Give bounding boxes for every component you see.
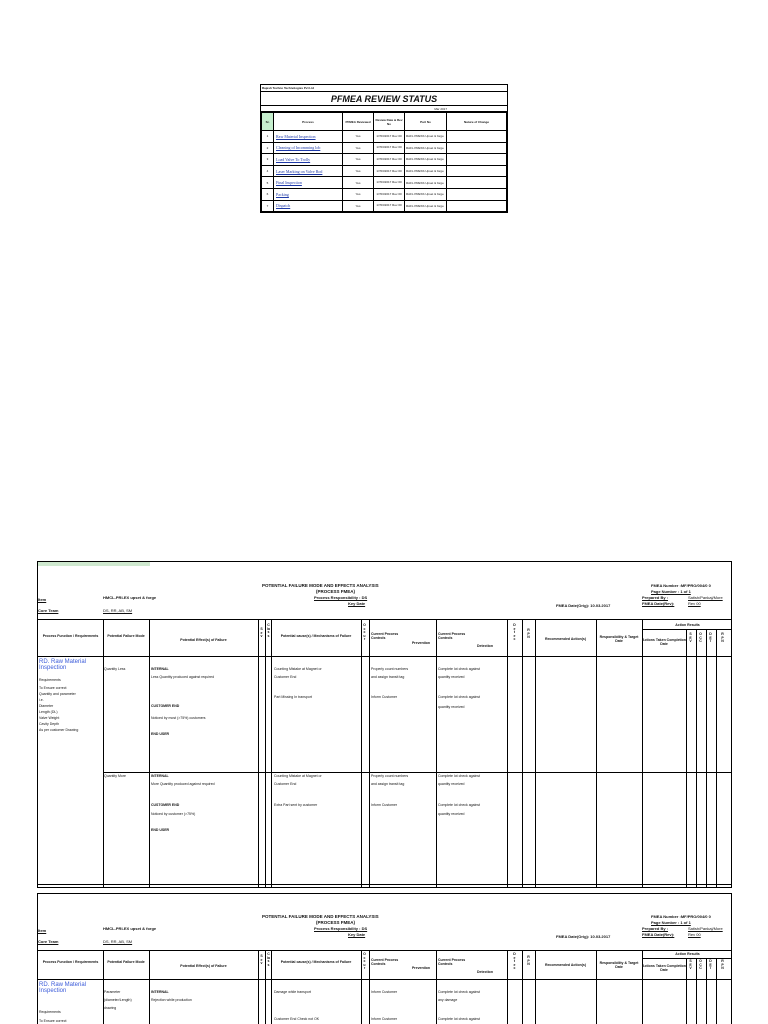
hdr-responsibility: Responsibility & Target Date: [599, 635, 639, 643]
page-bottom-line: [38, 884, 732, 885]
requirement-line: Requirements: [39, 678, 61, 682]
detection: Complete lot check against: [438, 667, 481, 671]
row-part-no: RAFL PRESS Upset & forge: [405, 165, 447, 177]
row-part-no: RAFL PRESS Upset & forge: [405, 131, 447, 143]
grid-line: [103, 619, 104, 888]
cause: Customer End: [274, 782, 297, 786]
row-reviewed: Yes: [343, 165, 374, 177]
item-value: HMCL-PRI-EX upset & forge: [103, 595, 157, 600]
requirement-line: To Ensure correct: [39, 1019, 67, 1023]
prevention: Inform Customer: [371, 803, 398, 807]
effect-internal-text: Less Quantity produced against required: [151, 675, 215, 679]
grid-line: [686, 958, 687, 1024]
grid-line: [642, 619, 643, 888]
detection: any damage: [438, 998, 458, 1002]
core-team-label: Core Team: [38, 608, 59, 613]
hdr-failure-mode: Potential Failure Mode: [107, 634, 145, 638]
grid-line: [642, 950, 643, 1024]
review-date: Mar 2017: [261, 106, 507, 112]
hdr-process-function: Process Function / Requirements: [42, 634, 99, 638]
process-link[interactable]: Dispatch: [274, 200, 343, 212]
effect-customer-label: CUSTOMER END: [151, 704, 180, 708]
row-review-date: 17/03/2017 Rev 00: [374, 188, 405, 200]
row-review-date: 17/03/2017 Rev 00: [374, 177, 405, 189]
row-sr: 5: [262, 177, 274, 189]
hdr-occ2: OCC: [699, 959, 702, 971]
process-responsibility: Process Responsibility : DS: [314, 595, 368, 600]
review-row: [262, 131, 507, 143]
hdr-detection-head: Current Process Controls: [438, 632, 466, 640]
grid-line: [535, 619, 536, 888]
key-date: Key Date: [348, 932, 366, 937]
fmea-number: FMEA Number :MF/PRO/004/0 0: [651, 583, 711, 588]
row-sr: 4: [262, 165, 274, 177]
grid-line: [258, 619, 259, 888]
review-table: [261, 112, 507, 212]
row-nature-of-change: [447, 131, 507, 143]
grid-line: [696, 629, 697, 888]
col-review-date: Review Date & Rev No: [374, 113, 405, 131]
fmea-date-rev: FMEA Date(Rev):: [642, 601, 675, 606]
fmea-date-rev: FMEA Date(Rev):: [642, 932, 675, 937]
pfmea-subtitle: (PROCESS FMEA): [316, 589, 356, 594]
hdr-sev2: SEV: [689, 632, 692, 644]
failure-mode: Parameter: [104, 990, 121, 994]
pfmea-title: POTENTIAL FAILURE MODE AND EFFECTS ANALYSIS: [262, 583, 379, 588]
selection-bar: [38, 562, 150, 566]
grid-line: [686, 629, 687, 888]
hdr-prevention: Prevention: [411, 641, 431, 645]
hdr-detec: Detec: [513, 952, 516, 971]
prepared-by-value: Satish/Pankaj/More: [688, 595, 723, 600]
row-review-date: 17/03/2017 Rev 00: [374, 165, 405, 177]
row-review-date: 17/03/2017 Rev 00: [374, 200, 405, 212]
row-nature-of-change: [447, 200, 507, 212]
row-nature-of-change: [447, 154, 507, 166]
failure-mode: (diameter/Length): [104, 998, 132, 1002]
hdr-rpn2: RPN: [721, 632, 724, 644]
row-review-date: 17/03/2017 Rev 00: [374, 142, 405, 154]
item-value: HMCL-PRI-EX upset & forge: [103, 926, 157, 931]
row-sr: 1: [262, 131, 274, 143]
action-results-divider: [642, 629, 732, 630]
process-link[interactable]: Load Valve To Trolly: [274, 154, 343, 166]
failure-mode: Quantity More: [104, 774, 126, 778]
hdr-det2: DET: [709, 959, 712, 971]
grid-line: [535, 950, 536, 1024]
grid-line: [265, 619, 266, 888]
row-nature-of-change: [447, 177, 507, 189]
review-row: [262, 188, 507, 200]
process-link[interactable]: Raw Material Inspection: [274, 131, 343, 143]
prevention: Properly count numbers: [371, 667, 409, 671]
prepared-by-value: Satish/Pankaj/More: [688, 926, 723, 931]
failure-mode: drawing: [104, 1006, 117, 1010]
cause: Customer End Check not OK: [274, 1017, 320, 1021]
hdr-prevention-head: Current Process Controls: [371, 632, 399, 640]
row-nature-of-change: [447, 188, 507, 200]
core-team-value: DS, RR, AB, SM: [103, 939, 133, 944]
row-divider: [103, 772, 732, 773]
row-part-no: RAFL PRESS Upset & forge: [405, 177, 447, 189]
pfmea-page-2: [37, 893, 732, 1024]
process-step: RD. Raw Material Inspection: [39, 982, 87, 994]
row-sr: 7: [262, 200, 274, 212]
hdr-detection-head: Current Process Controls: [438, 958, 466, 966]
row-reviewed: Yes: [343, 188, 374, 200]
hdr-causes: Potential cause(s) / Mechanisms of Failure: [280, 634, 352, 638]
hdr-detection: Detection: [477, 644, 493, 648]
cause: Customer End: [274, 675, 297, 679]
fmea-date-orig: FMEA Date(Orig): 10.03.2017: [556, 603, 611, 608]
effect-internal-text: More Quantity produced against required: [151, 782, 215, 786]
hdr-causes: Potential cause(s) / Mechanisms of Failure: [280, 960, 352, 964]
hdr-class: Class: [267, 952, 270, 967]
effect-customer-label: CUSTOMER END: [151, 803, 180, 807]
hdr-sev: Sev: [260, 954, 263, 966]
row-part-no: RAFL PRESS Upset & forge: [405, 142, 447, 154]
requirement-line: i.e.: [39, 698, 44, 702]
effect-internal-label: INTERNAL: [151, 667, 169, 671]
requirement-line: Diameter: [39, 704, 54, 708]
grid-line: [369, 619, 370, 888]
hdr-detec: Detec: [513, 623, 516, 642]
row-reviewed: Yes: [343, 177, 374, 189]
process-link[interactable]: Laser Marking on Valve Rod: [274, 165, 343, 177]
row-review-date: 17/03/2017 Rev 00: [374, 131, 405, 143]
fmea-date-rev-value: Rev 00: [688, 601, 701, 606]
grid-line: [258, 950, 259, 1024]
hdr-effects: Potential Effect(s) of Failure: [180, 638, 227, 642]
grid-line: [271, 619, 272, 888]
fmea-number: FMEA Number :MF/PRO/004/0 0: [651, 914, 711, 919]
hdr-sev2: SEV: [689, 959, 692, 971]
fmea-date-orig: FMEA Date(Orig): 10.03.2017: [556, 934, 611, 939]
hdr-occur: Occur: [363, 952, 366, 971]
grid-line: [149, 619, 150, 888]
grid-line: [716, 629, 717, 888]
col-reviewed: PFMEA Reviewed: [343, 113, 374, 131]
prevention: and assign transit tag: [371, 782, 405, 786]
grid-line: [596, 619, 597, 888]
col-part-no: Part No: [405, 113, 447, 131]
requirement-line: Valve Weight: [39, 716, 60, 720]
core-team-label: Core Team: [38, 939, 59, 944]
row-reviewed: Yes: [343, 131, 374, 143]
effect-customer-text: Noticed by customer (>75%): [151, 812, 196, 816]
grid-line: [507, 950, 508, 1024]
requirement-line: As per customer Drawing: [39, 728, 79, 732]
prepared-by: Prepared By :: [642, 595, 669, 600]
hdr-responsibility: Responsibility & Target Date: [599, 961, 639, 969]
process-step: RD. Raw Material Inspection: [39, 659, 87, 671]
process-link[interactable]: Final Inspection: [274, 177, 343, 189]
row-reviewed: Yes: [343, 154, 374, 166]
review-row: [262, 154, 507, 166]
hdr-detection: Detection: [477, 970, 493, 974]
detection: Complete lot check against: [438, 803, 481, 807]
hdr-failure-mode: Potential Failure Mode: [107, 960, 145, 964]
detection: Complete lot check against: [438, 990, 481, 994]
process-link[interactable]: Cleaning of Incomming lob: [274, 142, 343, 154]
page-number: Page Number : 1 of 1: [651, 589, 691, 594]
requirement-line: Cavity Depth: [39, 722, 60, 726]
detection: quantity received: [438, 812, 465, 816]
grid-line: [361, 950, 362, 1024]
row-reviewed: Yes: [343, 200, 374, 212]
hdr-sev: Sev: [260, 627, 263, 639]
row-sr: 2: [262, 142, 274, 154]
prevention: Inform Customer: [371, 1017, 398, 1021]
grid-line: [436, 950, 437, 1024]
item-label: Item: [38, 928, 47, 933]
hdr-rpn: RPN: [527, 955, 530, 967]
detection: Complete lot check against: [438, 1017, 481, 1021]
requirement-line: Quantity and parameter: [39, 692, 76, 696]
hdr-prevention-head: Current Process Controls: [371, 958, 399, 966]
requirement-line: To Ensure correct: [39, 686, 67, 690]
grid-line: [716, 958, 717, 1024]
hdr-class: Class: [267, 623, 270, 638]
grid-line: [696, 958, 697, 1024]
hdr-rpn2: RPN: [721, 959, 724, 971]
hdr-action-results: Action Results: [675, 623, 700, 627]
hdr-process-function: Process Function / Requirements: [42, 960, 99, 964]
requirement-line: Requirements: [39, 1010, 61, 1014]
hdr-actions-taken: Actions Taken Completion Date: [642, 638, 686, 646]
effect-internal-label: INTERNAL: [151, 990, 169, 994]
review-rows: [262, 131, 507, 212]
effect-internal-label: INTERNAL: [151, 774, 169, 778]
pfmea-subtitle: (PROCESS FMEA): [316, 920, 356, 925]
grid-line: [361, 619, 362, 888]
row-part-no: RAFL PRESS Upset & forge: [405, 200, 447, 212]
grid-line: [265, 950, 266, 1024]
review-status-sheet: [260, 84, 508, 213]
detection: quantity received: [438, 705, 465, 709]
hdr-rpn: RPN: [527, 628, 530, 640]
company-name: Rajesh Techno Technologies Pvt Ltd: [261, 85, 507, 92]
grid-line: [706, 629, 707, 888]
requirement-line: Length (DL): [39, 710, 58, 714]
row-part-no: RAFL PRESS Upset & forge: [405, 188, 447, 200]
item-label: Item: [38, 597, 47, 602]
hdr-action-results: Action Results: [675, 952, 700, 956]
grid-line: [522, 619, 523, 888]
col-sr: Sr.: [262, 113, 274, 131]
detection: quantity received: [438, 675, 465, 679]
review-header-row: [262, 113, 507, 131]
hdr-occur: Occur: [363, 623, 366, 642]
review-title: PFMEA REVIEW STATUS: [261, 92, 507, 106]
prevention: Properly count numbers: [371, 774, 409, 778]
detection: Complete lot check against: [438, 695, 481, 699]
process-link[interactable]: Packing: [274, 188, 343, 200]
row-nature-of-change: [447, 142, 507, 154]
row-part-no: RAFL PRESS Upset & forge: [405, 154, 447, 166]
cause: Counting Mistake at Magnet or: [274, 667, 322, 671]
cause: Counting Mistake at Magnet or: [274, 774, 322, 778]
failure-mode: Quantity Less: [104, 667, 126, 671]
prepared-by: Prepared By :: [642, 926, 669, 931]
review-row: [262, 165, 507, 177]
grid-line: [507, 619, 508, 888]
row-nature-of-change: [447, 165, 507, 177]
review-row: [262, 177, 507, 189]
hdr-recommended: Recommended Action(s): [544, 637, 587, 641]
hdr-prevention: Prevention: [411, 966, 431, 970]
effect-end-user-label: END USER: [151, 828, 170, 832]
prevention: Inform Customer: [371, 695, 398, 699]
hdr-recommended: Recommended Action(s): [544, 963, 587, 967]
key-date: Key Date: [348, 601, 366, 606]
row-sr: 6: [262, 188, 274, 200]
pfmea-title: POTENTIAL FAILURE MODE AND EFFECTS ANALYSIS: [262, 914, 379, 919]
grid-line: [149, 950, 150, 1024]
grid-line: [522, 950, 523, 1024]
grid-line: [706, 958, 707, 1024]
hdr-occ2: OCC: [699, 632, 702, 644]
row-review-date: 17/03/2017 Rev 00: [374, 154, 405, 166]
cause: Extra Part sent by customer: [274, 803, 318, 807]
review-row: [262, 200, 507, 212]
detection: Complete lot check against: [438, 774, 481, 778]
fmea-date-rev-value: Rev 00: [688, 932, 701, 937]
row-sr: 3: [262, 154, 274, 166]
hdr-effects: Potential Effect(s) of Failure: [180, 964, 227, 968]
prevention: Inform Customer: [371, 990, 398, 994]
row-reviewed: Yes: [343, 142, 374, 154]
cause: Part Missing In transport: [274, 695, 312, 699]
review-row: [262, 142, 507, 154]
hdr-det2: DET: [709, 632, 712, 644]
page-number: Page Number : 1 of 1: [651, 920, 691, 925]
action-results-divider: [642, 958, 732, 959]
core-team-value: DS, RR, AB, SM: [103, 608, 133, 613]
prevention: and assign transit tag: [371, 675, 405, 679]
effect-end-user-label: END USER: [151, 732, 170, 736]
process-responsibility: Process Responsibility : DS: [314, 926, 368, 931]
pfmea-page-1: [37, 561, 732, 888]
grid-line: [369, 950, 370, 1024]
effect-customer-text: Noticed by most (>75%) customers: [151, 716, 206, 720]
detection: quantity received: [438, 782, 465, 786]
grid-line: [436, 619, 437, 888]
col-nature-of-change: Nature of Change: [447, 113, 507, 131]
effect-text: Rejection while production: [151, 998, 192, 1002]
hdr-actions-taken: Actions Taken Completion Date: [642, 964, 686, 972]
col-process: Process: [274, 113, 343, 131]
cause: Damage while transport: [274, 990, 311, 994]
